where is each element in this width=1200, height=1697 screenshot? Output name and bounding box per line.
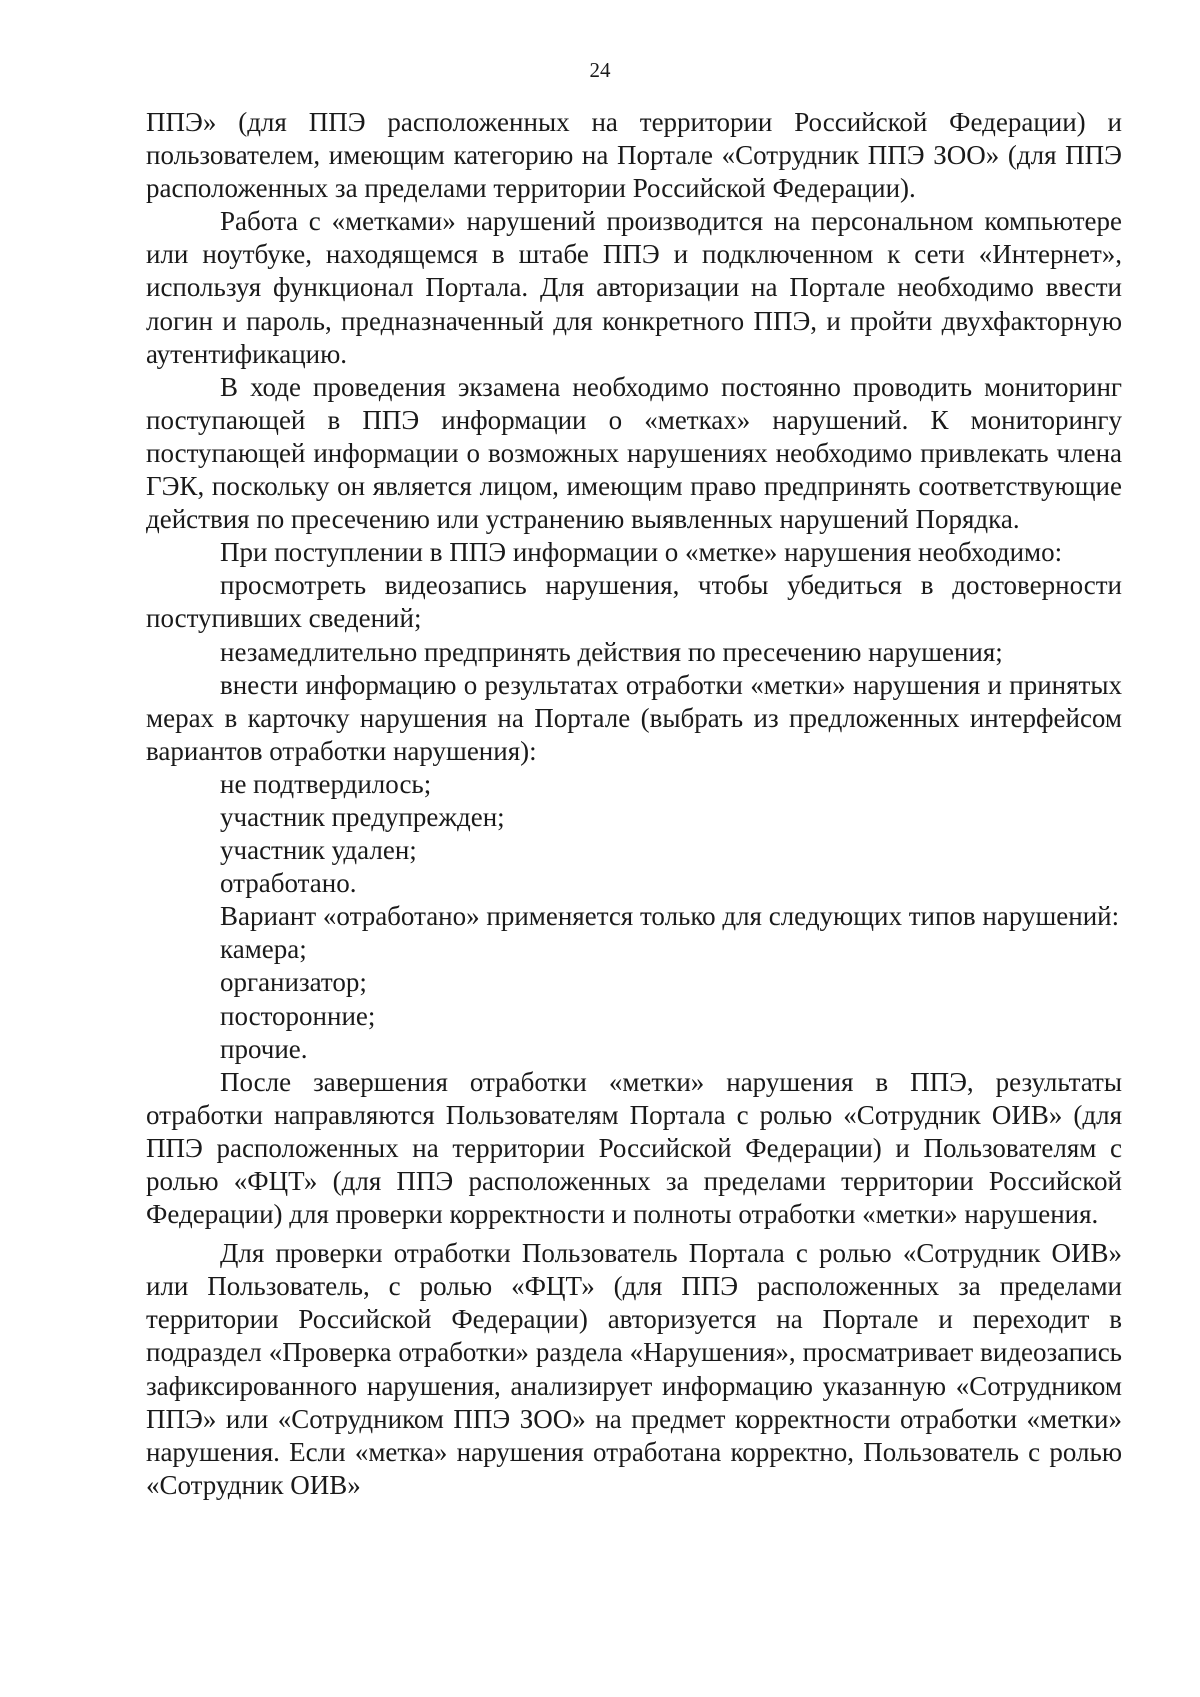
page-number: 24 <box>589 58 611 82</box>
paragraph-on-receipt: При поступлении в ППЭ информации о «метке» нарушения необходимо: <box>220 537 1063 568</box>
paragraph-continuation: ППЭ» (для ППЭ расположенных на территории Российской Федерации) и пользователем, имеющим категорию на Портале «Сотрудник ППЭ ЗОО» (для ППЭ расположенных за пределами территории Российской Федерации). <box>146 107 1122 204</box>
paragraph-view-video: просмотреть видеозапись нарушения, чтобы убедиться в достоверности поступивших сведений; <box>146 570 1122 634</box>
paragraph-take-action: незамедлительно предпринять действия по пресечению нарушения; <box>220 636 1003 667</box>
list-item-option: не подтвердилось; <box>220 768 432 799</box>
paragraph-after-completion: После завершения отработки «метки» нарушения в ППЭ, результаты отработки направляются Пользователям Портала с ролью «Сотрудник ОИВ» (для ППЭ расположенных на территории Российской Федерации) и Пользователям с ролью «ФЦТ» (для ППЭ расположенных за пределами территории Российской Федерации) для проверки корректности и полноты отработки «метки» нарушения. <box>146 1066 1122 1230</box>
document-body <box>146 106 1122 1502</box>
list-item-type: посторонние; <box>220 1000 376 1031</box>
paragraph-variant-processed: Вариант «отработано» применяется только для следующих типов нарушений: <box>220 901 1120 932</box>
list-item-option: отработано. <box>220 868 357 899</box>
list-item-type: прочие. <box>220 1033 308 1064</box>
list-item-option: участник предупрежден; <box>220 801 505 832</box>
list-item-type: организатор; <box>220 967 367 998</box>
list-item-option: участник удален; <box>220 835 417 866</box>
paragraph-enter-info: внести информацию о результатах отработки «метки» нарушения и принятых мерах в карточку нарушения на Портале (выбрать из предложенных интерфейсом вариантов отработки нарушения): <box>146 669 1122 766</box>
paragraph-monitoring: В ходе проведения экзамена необходимо постоянно проводить мониторинг поступающей в ППЭ информации о «метках» нарушений. К мониторингу поступающей информации о возможных нарушениях необходимо привлекать члена ГЭК, поскольку он является лицом, имеющим право предпринять соответствующие действия по пресечению или устранению выявленных нарушений Порядка. <box>146 371 1122 535</box>
paragraph-verification: Для проверки отработки Пользователь Портала с ролью «Сотрудник ОИВ» или Пользователь, с ролью «ФЦТ» (для ППЭ расположенных за пределами территории Российской Федерации) авторизуется на Портале и переходит в подраздел «Проверка отработки» раздела «Нарушения», просматривает видеозапись зафиксированного нарушения, анализирует информацию указанную «Сотрудником ППЭ» или «Сотрудником ППЭ ЗОО» на предмет корректности отработки «метки» нарушения. Если «метка» нарушения отработана корректно, Пользователь с ролью «Сотрудник ОИВ» <box>146 1238 1122 1500</box>
paragraph-work-with-marks: Работа с «метками» нарушений производится на персональном компьютере или ноутбуке, находящемся в штабе ППЭ и подключенном к сети «Интернет», используя функционал Портала. Для авторизации на Портале необходимо ввести логин и пароль, предназначенный для конкретного ППЭ, и пройти двухфакторную аутентификацию. <box>146 206 1122 369</box>
list-item-type: камера; <box>220 934 307 965</box>
